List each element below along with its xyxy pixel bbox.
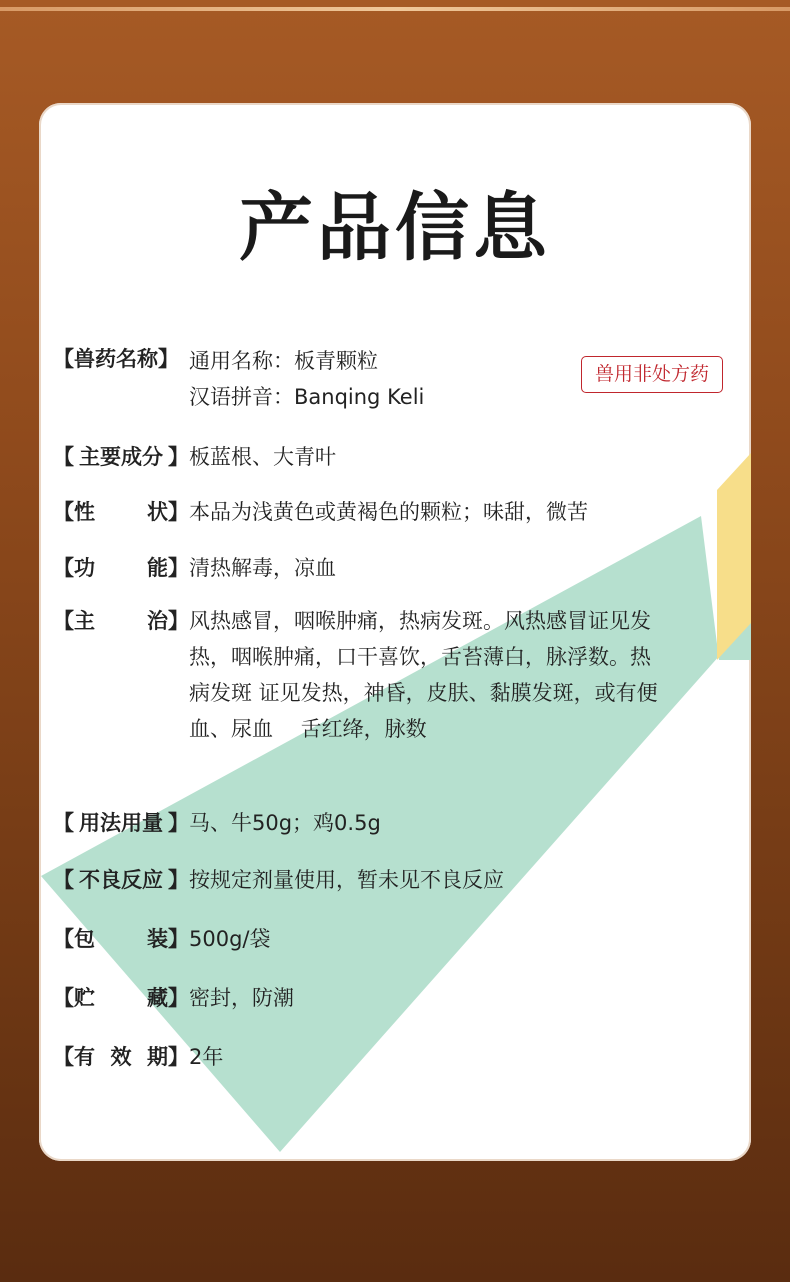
product-info-card <box>39 103 751 1161</box>
row-shelf-life <box>53 1041 223 1071</box>
value-storage: 密封，防潮 <box>189 986 294 1010</box>
label-properties: 【性 状】 <box>53 500 189 524</box>
row-ingredients <box>53 441 336 471</box>
label-storage: 【贮 藏】 <box>53 986 189 1010</box>
label-indications: 【主 治】 <box>53 609 189 633</box>
value-function: 清热解毒，凉血 <box>189 556 336 580</box>
value-properties: 本品为浅黄色或黄褐色的颗粒；味甜，微苦 <box>189 500 588 524</box>
label-dosage: 【 用法用量 】 <box>53 811 189 835</box>
label-adverse-reactions: 【 不良反应 】 <box>53 868 189 892</box>
label-package: 【包 装】 <box>53 927 189 951</box>
label-shelf-life: 【有 效 期】 <box>53 1045 189 1069</box>
value-drug-name <box>189 343 424 415</box>
value-ingredients: 板蓝根、大青叶 <box>189 445 336 469</box>
row-function <box>53 552 336 582</box>
value-dosage: 马、牛50g；鸡0.5g <box>189 811 381 835</box>
top-decor-line <box>0 7 790 11</box>
row-dosage <box>53 807 381 837</box>
row-package <box>53 923 271 953</box>
generic-name: 通用名称：板青颗粒 <box>189 349 378 373</box>
value-shelf-life: 2年 <box>189 1045 224 1069</box>
label-function: 【功 能】 <box>53 556 189 580</box>
page-title: 产品信息 <box>239 185 551 271</box>
row-drug-name <box>53 343 424 415</box>
row-indications <box>53 603 659 747</box>
value-package: 500g/袋 <box>189 927 271 951</box>
otc-badge: 兽用非处方药 <box>581 356 723 393</box>
value-indications: 风热感冒，咽喉肿痛，热病发斑。风热感冒证见发热，咽喉肿痛，口干喜饮，舌苔薄白，脉浮数。热病发斑 证见发热，神昏，皮肤、黏膜发斑，或有便血、尿血 舌红绛，脉数 <box>189 609 658 741</box>
label-ingredients: 【 主要成分 】 <box>53 445 189 469</box>
label-drug-name: 【兽药名称】 <box>53 347 179 371</box>
row-properties <box>53 496 588 526</box>
row-storage <box>53 982 294 1012</box>
row-adverse-reactions <box>53 864 504 894</box>
value-adverse-reactions: 按规定剂量使用，暂未见不良反应 <box>189 868 504 892</box>
pinyin-name: 汉语拼音：Banqing Keli <box>189 385 425 409</box>
